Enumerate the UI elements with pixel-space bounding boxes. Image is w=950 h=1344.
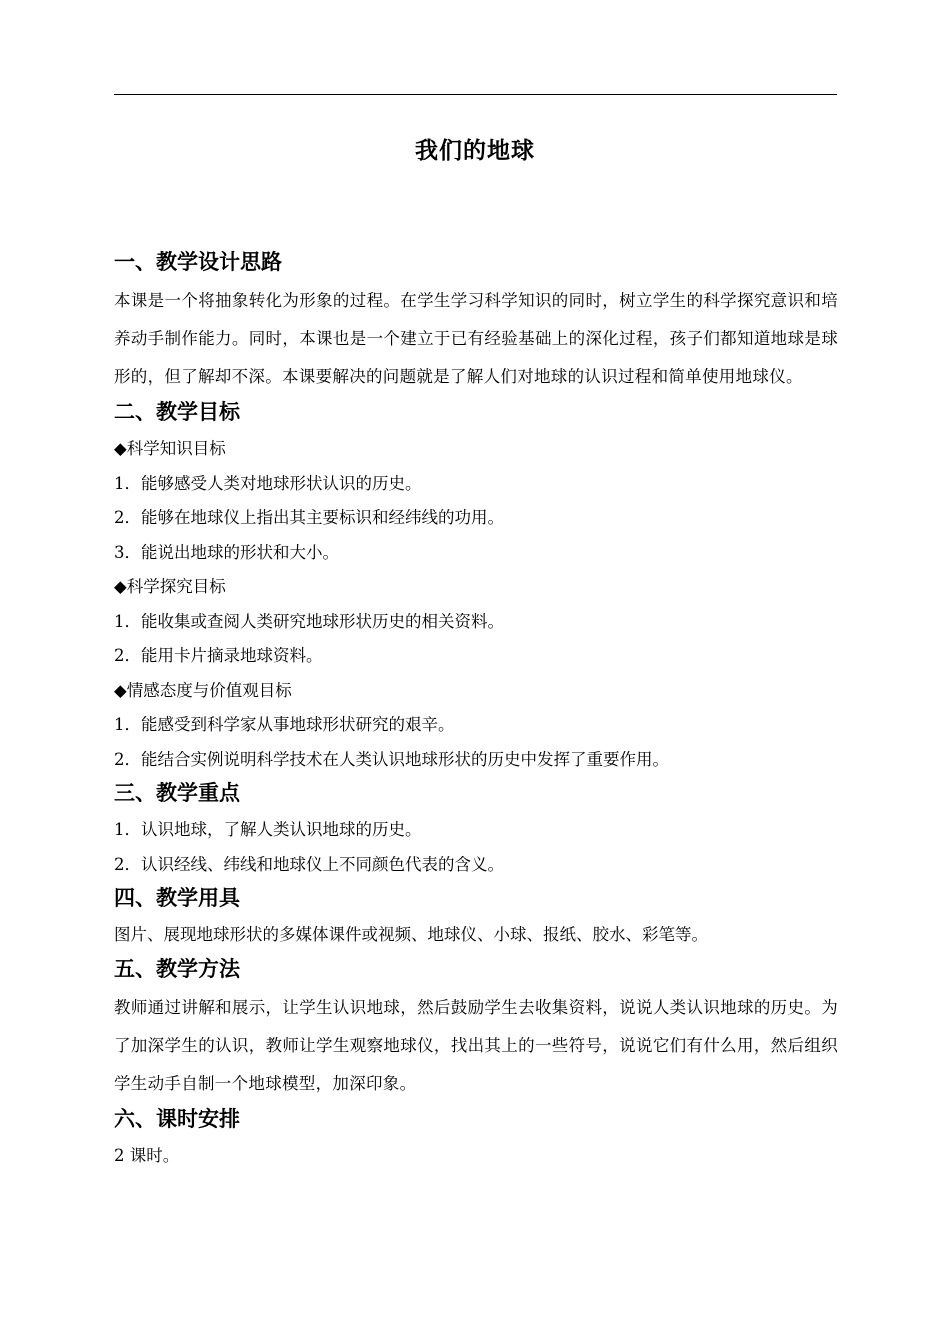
section-paragraph: 教师通过讲解和展示，让学生认识地球，然后鼓励学生去收集资料，说说人类认识地球的历史。为了加深学生的认识，教师让学生观察地球仪，找出其上的一些符号，说说它们有什么用，然后组织学生动手自制一个地球模型，加深印象。 <box>114 997 838 1093</box>
list-item: 2．认识经线、纬线和地球仪上不同颜色代表的含义。 <box>114 854 504 874</box>
section-heading: 六、课时安排 <box>114 1106 240 1131</box>
section-heading: 三、教学重点 <box>114 781 240 805</box>
section-teaching-method <box>114 955 838 1103</box>
document-body <box>114 248 838 1173</box>
list-item: 1．认识地球，了解人类认识地球的历史。 <box>114 820 422 839</box>
list-item: 3．能说出地球的形状和大小。 <box>114 542 339 562</box>
list-item: 2．能结合实例说明科学技术在人类认识地球形状的历史中发挥了重要作用。 <box>114 749 669 769</box>
list-item: 2．能够在地球仪上指出其主要标识和经纬线的功用。 <box>114 508 504 527</box>
list-item: 1．能够感受人类对地球形状认识的历史。 <box>114 473 422 493</box>
section-objectives <box>114 398 838 777</box>
list-item: 1．能感受到科学家从事地球形状研究的艰辛。 <box>114 715 455 734</box>
header-rule <box>114 94 837 95</box>
section-heading: 二、教学目标 <box>114 400 240 424</box>
section-key-points <box>114 779 838 882</box>
list-item: 1．能收集或查阅人类研究地球形状历史的相关资料。 <box>114 611 504 631</box>
section-heading: 五、教学方法 <box>114 956 240 981</box>
section-paragraph: 2 课时。 <box>114 1145 180 1165</box>
section-heading: 四、教学用具 <box>114 886 240 910</box>
section-design-idea <box>114 248 838 396</box>
section-paragraph: 图片、展现地球形状的多媒体课件或视频、地球仪、小球、报纸、胶水、彩笔等。 <box>114 925 708 944</box>
list-item: 2．能用卡片摘录地球资料。 <box>114 646 323 665</box>
section-paragraph: 本课是一个将抽象转化为形象的过程。在学生学习科学知识的同时，树立学生的科学探究意识和培养动手制作能力。同时，本课也是一个建立于已有经验基础上的深化过程，孩子们都知道地球是球形的，但了解却不深。本课要解决的问题就是了解人们对地球的认识过程和简单使用地球仪。 <box>114 291 838 386</box>
objective-group-label: ◆科学探究目标 <box>114 577 226 596</box>
page-title: 我们的地球 <box>415 138 535 164</box>
objective-group-label: ◆情感态度与价值观目标 <box>114 680 292 700</box>
section-schedule <box>114 1105 838 1174</box>
objective-group-label: ◆科学知识目标 <box>114 439 226 458</box>
section-teaching-tools <box>114 884 838 953</box>
section-heading: 一、教学设计思路 <box>114 250 282 274</box>
